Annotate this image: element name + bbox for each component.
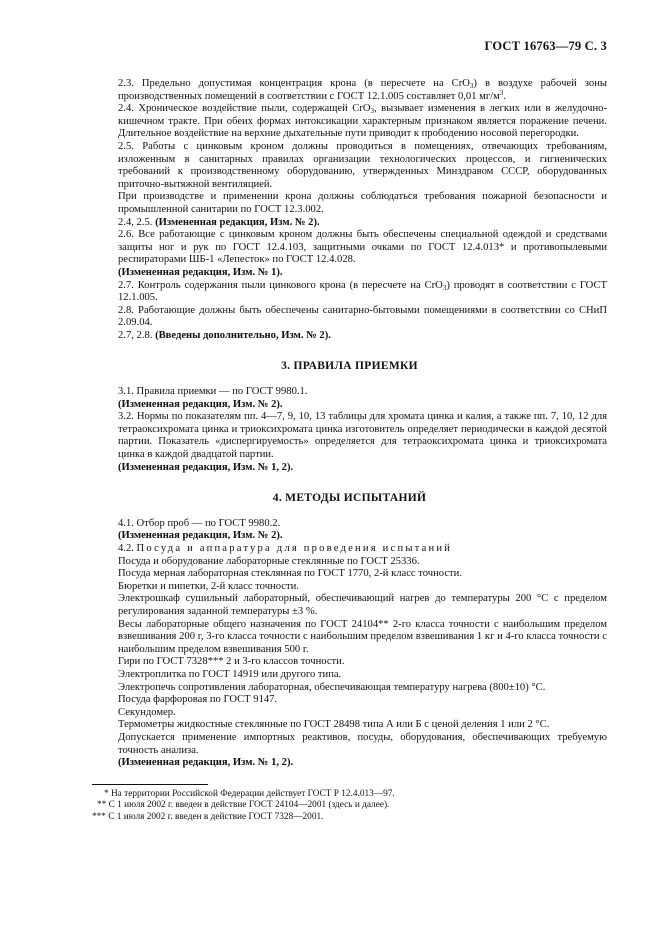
- paragraph-4-1: 4.1. Отбор проб — по ГОСТ 9980.2.: [118, 517, 281, 529]
- paragraph-2-4: 2.4. Хроническое воздействие пыли, содержащей CrO$_3$, вызывает изменения в легких или в желудочно-кишечном тракте. При обеих формах интоксикации характерным признаком является поражение печени. Длительное воздействие на верхние дыхательные пути приводит к прободению носовой перегородки.: [118, 103, 607, 140]
- paragraph-2-3: 2.3. Предельно допустимая концентрация крона (в пересчете на CrO$_3$) в воздухе рабочей зоны производственных помещений в соответствии с ГОСТ 12.1.005 составляет 0,01 $мг/м^3$.: [118, 78, 607, 102]
- amendment-note: (Измененная редакция, Изм. № 1, 2).: [118, 461, 294, 473]
- equipment-item: Электрошкаф сушильный лабораторный, обеспечивающий нагрев до температуры 200 °С с пределом регулирования заданной температуры ±3 %.: [118, 593, 607, 617]
- amendment-note: (Измененная редакция, Изм. № 2).: [118, 530, 283, 542]
- footnote-3: *** С 1 июля 2002 г. введен в действие ГОСТ 7328—2001.: [92, 811, 324, 822]
- paragraph-4-2-heading: 4.2. Посуда и аппаратура для проведения испытаний: [118, 543, 453, 554]
- equipment-item: Посуда мерная лабораторная стеклянная по ГОСТ 1770, 2-й класс точности.: [118, 568, 462, 580]
- equipment-item: Секундомер.: [118, 706, 176, 718]
- paragraph-2-4-2-5-note: 2.4, 2.5. (Измененная редакция, Изм. № 2).: [118, 216, 320, 228]
- equipment-item: Допускается применение импортных реактивов, посуды, оборудования, обеспечивающих требуемую точность анализа.: [118, 731, 607, 756]
- paragraph-2-7: 2.7. Контроль содержания пыли цинкового крона (в пересчете на CrO$_3$) проводят в соответствии с ГОСТ 12.1.005.: [118, 279, 607, 304]
- equipment-item: Электропечь сопротивления лабораторная, обеспечивающая температуру нагрева (800±10) °С.: [118, 681, 546, 693]
- section-3-title: 3. ПРАВИЛА ПРИЕМКИ: [281, 360, 418, 373]
- page-header: ГОСТ 16763—79 С. 3: [484, 39, 607, 53]
- equipment-item: Термометры жидкостные стеклянные по ГОСТ 28498 типа А или Б с ценой деления 1 или 2 °С.: [118, 719, 550, 731]
- paragraph-2-5: 2.5. Работы с цинковым кроном должны проводиться в помещениях, отвечающих требованиям, изложенным в санитарных правилах организации технологических процессов, и гигиенических требований к производственному оборудованию, утвержденных Минздравом СССР, оборудованных приточно-вытяжной вентиляцией.: [118, 140, 607, 190]
- amendment-note: (Измененная редакция, Изм. № 2).: [118, 398, 283, 410]
- section-4-title: 4. МЕТОДЫ ИСПЫТАНИЙ: [272, 492, 427, 505]
- paragraph-3-1: 3.1. Правила приемки — по ГОСТ 9980.1.: [118, 386, 308, 398]
- paragraph-fire-safety: При производстве и применении крона должны соблюдаться требования пожарной безопасности и промышленной санитарии по ГОСТ 12.3.002.: [118, 191, 607, 215]
- footnote-1: * На территории Российской Федерации действует ГОСТ Р 12.4.013—97.: [104, 788, 395, 799]
- paragraph-2-6: 2.6. Все работающие с цинковым кроном должны быть обеспечены специальной одеждой и средствами защиты ног и рук по ГОСТ 12.4.103, защитными очками по ГОСТ 12.4.013* и противопылевыми респираторами ШБ-1 «Лепесток» по ГОСТ 12.4.028.: [118, 229, 607, 266]
- equipment-item: Электроплитка по ГОСТ 14919 или другого типа.: [118, 668, 342, 680]
- paragraph-2-7-2-8-note: 2.7, 2.8. (Введены дополнительно, Изм. № 2).: [118, 329, 331, 341]
- paragraph-3-2: 3.2. Нормы по показателям пп. 4—7, 9, 10, 13 таблицы для хромата цинка и калия, а также пп. 7, 10, 12 для тетраоксихромата цинка и триоксихромата цинка изготовитель определяет периодически в каждой десятой партии. Показатель «диспергируемость» определяется для тетраоксихромата цинка и триоксихромата цинка в каждой двадцатой партии.: [118, 411, 607, 461]
- equipment-item: Гири по ГОСТ 7328*** 2 и 3-го классов точности.: [118, 656, 345, 668]
- paragraph-2-8: 2.8. Работающие должны быть обеспечены санитарно-бытовыми помещениями в соответствии со СНиП 2.09.04.: [118, 304, 607, 329]
- footnote-divider: [92, 784, 208, 785]
- equipment-item: Бюретки и пипетки, 2-й класс точности.: [118, 580, 299, 592]
- footnote-2: ** С 1 июля 2002 г. введен в действие ГОСТ 24104—2001 (здесь и далее).: [97, 800, 390, 811]
- equipment-item: Посуда фарфоровая по ГОСТ 9147.: [118, 694, 278, 706]
- amendment-note: (Измененная редакция, Изм. № 1, 2).: [118, 757, 294, 769]
- equipment-item: Весы лабораторные общего назначения по ГОСТ 24104** 2-го класса точности с наибольшим пределом взвешивания 200 г, 3-го класса точности с наибольшим пределом взвешивания 1 кг и 4-го класса точности с наибольшим пределом взвешивания 500 г.: [118, 618, 607, 655]
- equipment-item: Посуда и оборудование лабораторные стеклянные по ГОСТ 25336.: [118, 555, 420, 567]
- amendment-note: (Измененная редакция, Изм. № 1).: [118, 266, 283, 278]
- page-content: [92, 78, 607, 823]
